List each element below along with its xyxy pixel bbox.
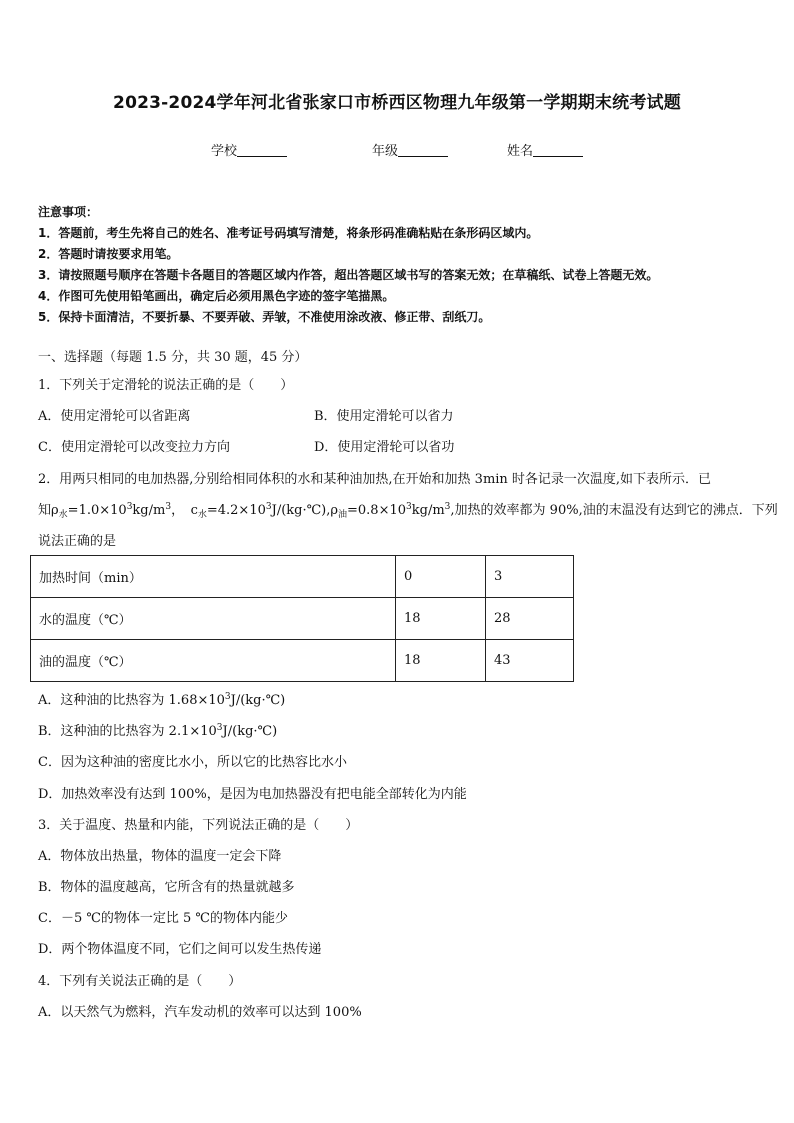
q1-option-b: B．使用定滑轮可以省力 bbox=[314, 409, 454, 424]
q1-stem: 1．下列关于定滑轮的说法正确的是（ ） bbox=[38, 378, 294, 393]
q4-stem: 4．下列有关说法正确的是（ ） bbox=[38, 974, 242, 989]
table-cell: 28 bbox=[486, 598, 574, 640]
notice-item: 2．答题时请按要求用笔。 bbox=[38, 247, 179, 261]
table-cell: 油的温度（℃） bbox=[31, 640, 396, 682]
q2-subscript: 水 bbox=[58, 510, 68, 520]
notice-item: 3．请按照题号顺序在答题卡各题目的答题区域内作答，超出答题区域书写的答案无效；在草稿纸、试卷上答题无效。 bbox=[38, 268, 659, 282]
q2-superscript: 3 bbox=[216, 723, 223, 733]
school-blank[interactable] bbox=[237, 143, 287, 157]
q2-stem-line1: 2．用两只相同的电加热器,分别给相同体积的水和某种油加热,在开始和加热 3min 时各记录一次温度,如下表所示．已 bbox=[38, 472, 712, 487]
table-cell: 0 bbox=[396, 556, 486, 598]
table-cell: 加热时间（min） bbox=[31, 556, 396, 598]
name-label: 姓名 bbox=[507, 144, 534, 159]
grade-label: 年级 bbox=[372, 144, 399, 159]
school-label: 学校 bbox=[211, 144, 238, 159]
table-row bbox=[31, 598, 574, 640]
notice-item: 5．保持卡面清洁，不要折暴、不要弄破、弄皱，不准使用涂改液、修正带、刮纸刀。 bbox=[38, 310, 491, 324]
q2-superscript: 3 bbox=[224, 692, 231, 702]
q2-text: ,加热的效率都为 90%,油的末温没有达到它的沸点．下列 bbox=[450, 503, 778, 518]
q2-text: =1.0×10 bbox=[67, 503, 127, 518]
q2-subscript: 油 bbox=[338, 510, 348, 520]
q2-text: =4.2×10 bbox=[206, 503, 266, 518]
q3-stem: 3．关于温度、热量和内能，下列说法正确的是（ ） bbox=[38, 818, 359, 833]
q2-option-text: B．这种油的比热容为 2.1×10 bbox=[38, 724, 217, 739]
notice-item: 4．作图可先使用铅笔画出，确定后必须用黑色字迹的签字笔描黑。 bbox=[38, 289, 395, 303]
q2-superscript: 3 bbox=[406, 502, 412, 512]
q2-option-text: J/(kg·℃) bbox=[230, 693, 286, 708]
student-info-row bbox=[0, 140, 794, 160]
q3-option-c: C．－5 ℃的物体一定比 5 ℃的物体内能少 bbox=[38, 911, 288, 926]
q2-superscript: 3 bbox=[444, 502, 451, 512]
table-row bbox=[31, 556, 574, 598]
q2-option-d: D．加热效率没有达到 100%，是因为电加热器没有把电能全部转化为内能 bbox=[38, 787, 467, 802]
table-cell: 43 bbox=[486, 640, 574, 682]
table-cell: 18 bbox=[396, 640, 486, 682]
notice-item: 1．答题前，考生先将自己的姓名、准考证号码填写清楚，将条形码准确粘贴在条形码区域内。 bbox=[38, 226, 539, 240]
q3-option-d: D．两个物体温度不同，它们之间可以发生热传递 bbox=[38, 942, 322, 957]
q2-stem-line2 bbox=[38, 499, 778, 520]
school-field[interactable] bbox=[211, 140, 287, 159]
q2-superscript: 3 bbox=[165, 502, 172, 512]
name-blank[interactable] bbox=[533, 143, 583, 157]
q2-option-a bbox=[38, 689, 285, 708]
q2-subscript: 水 bbox=[197, 510, 207, 520]
section-heading: 一、选择题（每题 1.5 分，共 30 题，45 分） bbox=[38, 350, 308, 365]
q2-superscript: 3 bbox=[265, 502, 272, 512]
q2-data-table bbox=[30, 555, 574, 682]
q2-text: kg/m bbox=[132, 503, 166, 518]
q2-text: 知ρ bbox=[38, 503, 59, 518]
q2-superscript: 3 bbox=[126, 502, 133, 512]
q2-text: kg/m bbox=[411, 503, 445, 518]
q3-option-a: A．物体放出热量，物体的温度一定会下降 bbox=[38, 849, 282, 864]
table-cell: 水的温度（℃） bbox=[31, 598, 396, 640]
exam-title: 2023-2024学年河北省张家口市桥西区物理九年级第一学期期末统考试题 bbox=[113, 93, 681, 113]
notice-block bbox=[38, 202, 778, 328]
table-cell: 3 bbox=[486, 556, 574, 598]
name-field[interactable] bbox=[507, 140, 583, 159]
q2-option-text: A．这种油的比热容为 1.68×10 bbox=[38, 693, 225, 708]
grade-blank[interactable] bbox=[398, 143, 448, 157]
q2-stem-line3: 说法正确的是 bbox=[38, 534, 117, 549]
q1-option-d: D．使用定滑轮可以省功 bbox=[314, 440, 455, 455]
q2-option-c: C．因为这种油的密度比水小，所以它的比热容比水小 bbox=[38, 755, 347, 770]
q2-option-text: J/(kg·℃) bbox=[222, 724, 278, 739]
table-cell: 18 bbox=[396, 598, 486, 640]
notice-heading: 注意事项： bbox=[38, 205, 99, 219]
table-row bbox=[31, 640, 574, 682]
q1-option-c: C．使用定滑轮可以改变拉力方向 bbox=[38, 440, 230, 455]
q4-option-a: A．以天然气为燃料，汽车发动机的效率可以达到 100% bbox=[38, 1005, 362, 1020]
q2-text: J/(kg·℃),ρ bbox=[271, 503, 338, 518]
q2-option-b bbox=[38, 720, 277, 739]
q3-option-b: B．物体的温度越高，它所含有的热量就越多 bbox=[38, 880, 295, 895]
q1-option-a: A．使用定滑轮可以省距离 bbox=[38, 409, 191, 424]
q2-text: ， c bbox=[171, 503, 198, 518]
q2-text: =0.8×10 bbox=[347, 503, 407, 518]
grade-field[interactable] bbox=[372, 140, 448, 159]
